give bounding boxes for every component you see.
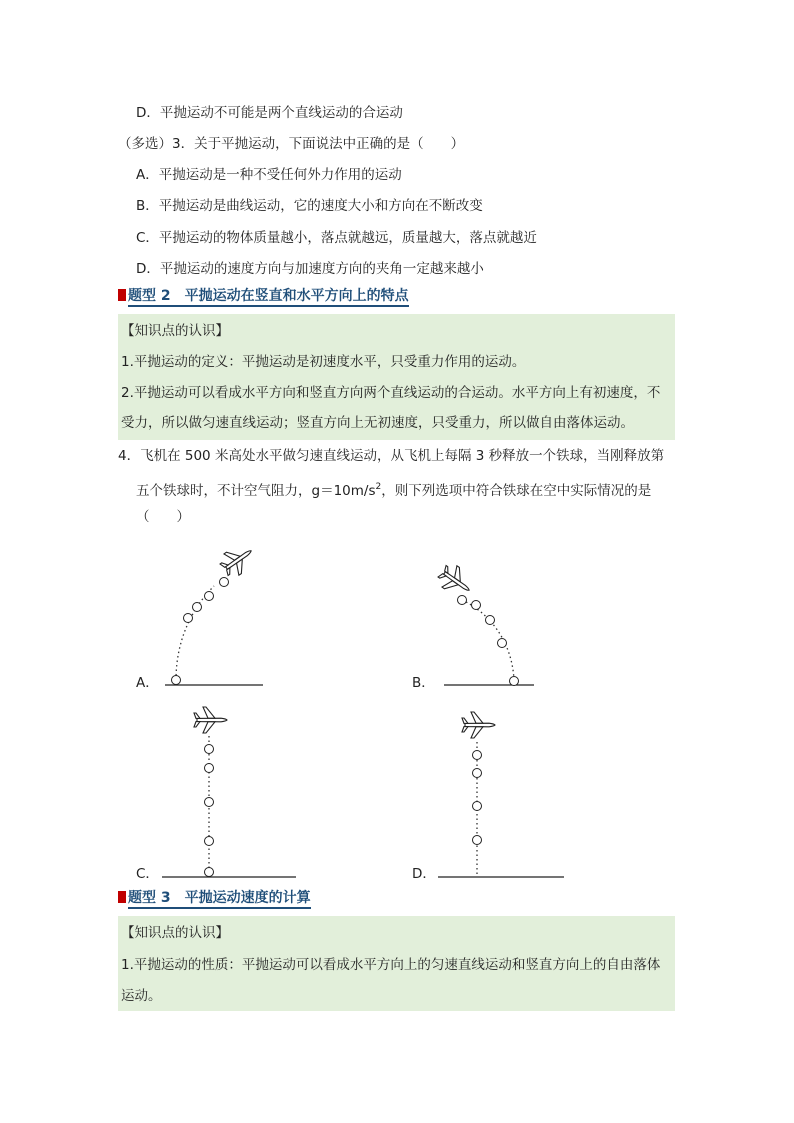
figure-a-ball	[172, 676, 181, 685]
airplane-icon	[435, 561, 477, 601]
heading-marker-icon	[118, 891, 126, 903]
section-3-heading	[118, 887, 311, 909]
figure-c	[162, 707, 296, 877]
figure-c-ball	[205, 764, 214, 773]
section-3-knowledge-box	[118, 916, 675, 1011]
q4-stem-line-2-post: ，则下列选项中符合铁球在空中实际情况的是	[381, 483, 652, 499]
figure-label-a: A．	[136, 675, 159, 691]
section-2-title: 题型 2 平抛运动在竖直和水平方向上的特点	[128, 288, 409, 307]
section-3-knowledge-title: 【知识点的认识】	[121, 925, 229, 941]
figure-c-ball	[205, 837, 214, 846]
figure-d-ball	[473, 769, 482, 778]
q3-option-b: B．平抛运动是曲线运动，它的速度大小和方向在不断改变	[136, 198, 483, 214]
q2-option-d: D．平抛运动不可能是两个直线运动的合运动	[136, 105, 403, 121]
q4-stem-line-3: （ ）	[136, 509, 190, 525]
q4-stem-superscript: 2	[375, 482, 382, 492]
q4-stem-line-2-pre: 五个铁球时，不计空气阻力，g＝10m/s	[136, 483, 376, 499]
figure-label-b: B．	[412, 675, 435, 691]
figure-c-ball	[205, 745, 214, 754]
figure-a-ball	[184, 614, 193, 623]
figure-d-ball	[473, 751, 482, 760]
section-3-point-1-line-2: 运动。	[121, 988, 162, 1004]
figure-b-ball	[498, 639, 507, 648]
section-2-point-2-line-1: 2.平抛运动可以看成水平方向和竖直方向两个直线运动的合运动。水平方向上有初速度，不	[121, 385, 661, 401]
airplane-icon	[462, 712, 495, 738]
figure-d-ball	[473, 836, 482, 845]
section-3-title: 题型 3 平抛运动速度的计算	[128, 890, 311, 909]
figure-c-ball	[205, 798, 214, 807]
figure-a-ball	[205, 592, 214, 601]
figure-b	[435, 561, 534, 686]
figure-d-ball	[473, 802, 482, 811]
airplane-icon	[194, 707, 227, 733]
section-2-point-2-line-2: 受力，所以做匀速直线运动；竖直方向上无初速度，只受重力，所以做自由落体运动。	[121, 415, 634, 431]
figure-b-ball	[458, 596, 467, 605]
airplane-icon	[217, 540, 259, 580]
q3-stem: （多选）3．关于平抛运动，下面说法中正确的是（ ）	[118, 136, 465, 152]
figure-label-c: C．	[136, 866, 159, 882]
figure-b-ball	[472, 601, 481, 610]
q3-option-a: A．平抛运动是一种不受任何外力作用的运动	[136, 167, 402, 183]
figure-d	[438, 712, 564, 877]
section-2-knowledge-title: 【知识点的认识】	[121, 323, 229, 339]
section-3-point-1-line-1: 1.平抛运动的性质：平抛运动可以看成水平方向上的匀速直线运动和竖直方向上的自由落体	[121, 957, 661, 973]
figure-c-ball	[205, 868, 214, 877]
figure-a-ball	[220, 578, 229, 587]
figure-b-ball	[486, 616, 495, 625]
q3-option-c: C．平抛运动的物体质量越小，落点就越远，质量越大，落点就越近	[136, 230, 537, 246]
q3-option-d: D．平抛运动的速度方向与加速度方向的夹角一定越来越小	[136, 261, 484, 277]
figure-a	[165, 540, 263, 685]
section-2-point-1: 1.平抛运动的定义：平抛运动是初速度水平，只受重力作用的运动。	[121, 354, 526, 370]
q4-stem-line-1: 4．飞机在 500 米高处水平做匀速直线运动，从飞机上每隔 3 秒释放一个铁球，当刚释放第	[118, 448, 665, 464]
figure-b-trajectory	[462, 600, 514, 680]
figure-a-ball	[193, 603, 202, 612]
figure-b-ball	[510, 677, 519, 686]
figure-label-d: D．	[412, 866, 436, 882]
